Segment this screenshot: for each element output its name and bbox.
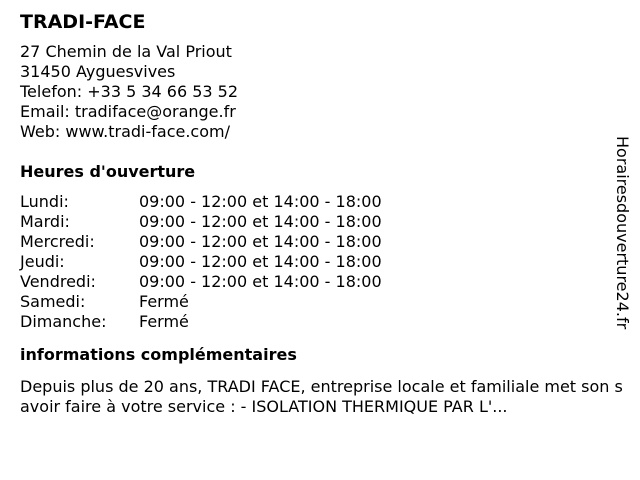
phone-number: Telefon: +33 5 34 66 53 52: [20, 82, 239, 101]
day-hours: 09:00 - 12:00 et 14:00 - 18:00: [139, 272, 382, 291]
day-hours: Fermé: [139, 292, 189, 311]
address-city: 31450 Ayguesvives: [20, 62, 176, 81]
day-label: Jeudi:: [20, 252, 65, 271]
day-hours: Fermé: [139, 312, 189, 331]
hours-row-saturday: [20, 292, 610, 312]
hours-row-thursday: [20, 252, 610, 272]
opening-hours-heading: Heures d'ouverture: [20, 162, 196, 181]
hours-row-tuesday: [20, 212, 610, 232]
hours-row-wednesday: [20, 232, 610, 252]
opening-hours-table: [20, 192, 610, 332]
additional-info-heading: informations complémentaires: [20, 345, 297, 364]
email-address: Email: tradiface@orange.fr: [20, 102, 236, 121]
business-name: TRADI-FACE: [20, 11, 146, 33]
additional-info-text: Depuis plus de 20 ans, TRADI FACE, entreprise locale et familiale met son savoir faire à votre service : - ISOLATION THERMIQUE PAR L'...: [20, 377, 623, 416]
address-street: 27 Chemin de la Val Priout: [20, 42, 232, 61]
site-watermark: Horairesdouverture24.fr: [613, 136, 632, 330]
day-label: Lundi:: [20, 192, 69, 211]
day-label: Mercredi:: [20, 232, 95, 251]
website: Web: www.tradi-face.com/: [20, 122, 230, 141]
hours-row-sunday: [20, 312, 610, 332]
day-label: Mardi:: [20, 212, 70, 231]
day-hours: 09:00 - 12:00 et 14:00 - 18:00: [139, 232, 382, 251]
day-label: Samedi:: [20, 292, 86, 311]
day-hours: 09:00 - 12:00 et 14:00 - 18:00: [139, 192, 382, 211]
day-hours: 09:00 - 12:00 et 14:00 - 18:00: [139, 212, 382, 231]
hours-row-friday: [20, 272, 610, 292]
contact-block: [20, 42, 610, 142]
hours-row-monday: [20, 192, 610, 212]
day-hours: 09:00 - 12:00 et 14:00 - 18:00: [139, 252, 382, 271]
day-label: Dimanche:: [20, 312, 107, 331]
day-label: Vendredi:: [20, 272, 96, 291]
